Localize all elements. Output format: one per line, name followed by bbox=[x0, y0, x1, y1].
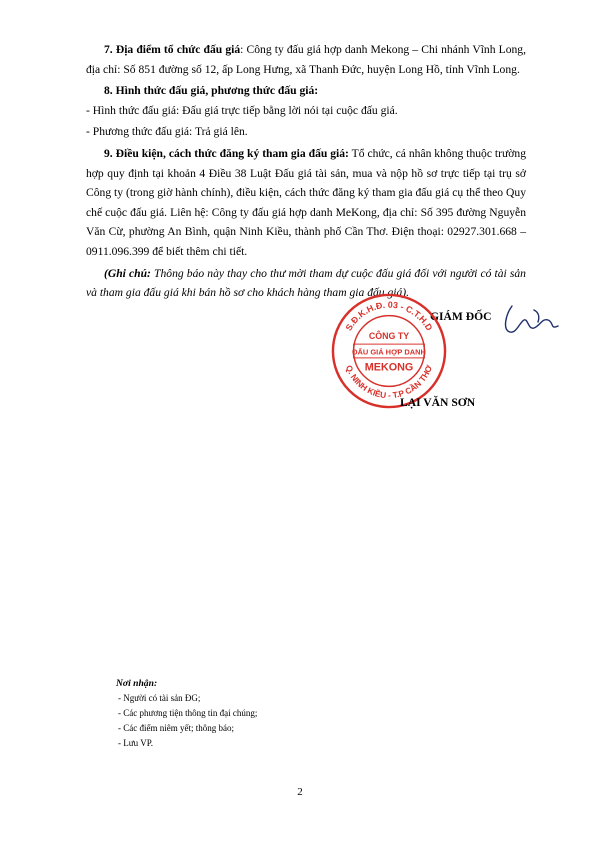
section-9 bbox=[86, 144, 526, 262]
recipients-block bbox=[116, 676, 326, 751]
document-body bbox=[86, 40, 526, 303]
section-7-text: : Công ty đấu giá hợp danh Mekong – Chi nhánh Vĩnh Long, địa chỉ: Số 851 đường số 12, ấp Long Hưng, xã Thanh Đức, huyện Long Hồ, tỉnh Vĩnh Long. bbox=[86, 43, 527, 76]
note bbox=[86, 264, 526, 303]
seal-line-2: ĐẤU GIÁ HỢP DANH bbox=[352, 347, 426, 357]
recipient-item: - Các điểm niêm yết; thông báo; bbox=[118, 723, 234, 733]
section-9-text: Tổ chức, cá nhân không thuộc trường hợp quy định tại khoản 4 Điều 38 Luật Đấu giá tài sản, mua và nộp hồ sơ trực tiếp tại trụ sở Công ty (trong giờ hành chính), điều kiện, cách thức đăng ký tham gia đấu giá cụ thể theo Quy chế cuộc đấu giá. Liên hệ: Công ty đấu giá hợp danh MeKong, địa chỉ: Số 395 đường Nguyễn Văn Cừ, phường An Bình, quận Ninh Kiều, thành phố Cần Thơ. Điện thoại: 02927.301.668 – 0911.096.399 để biết thêm chi tiết. bbox=[86, 146, 526, 258]
section-8-heading: 8. Hình thức đấu giá, phương thức đấu giá: bbox=[104, 84, 319, 98]
section-7 bbox=[86, 40, 526, 79]
section-8-line-1: - Hình thức đấu giá: Đấu giá trực tiếp bằng lời nói tại cuộc đấu giá. bbox=[86, 103, 398, 117]
note-text: Thông báo này thay cho thư mời tham dự cuộc đấu giá đối với người có tài sản và tham gia đấu giá khi bán hồ sơ cho khách hàng tham gia đấu giá). bbox=[86, 266, 526, 300]
seal-line-3: MEKONG bbox=[364, 361, 414, 374]
recipient-item: - Lưu VP. bbox=[118, 738, 153, 748]
recipient-item: - Các phương tiện thông tin đại chúng; bbox=[118, 708, 258, 718]
director-name: LẠI VĂN SƠN bbox=[400, 396, 476, 409]
seal-top-text: S.Đ.K.H.Đ. 03 - C.T.H.D bbox=[343, 299, 435, 333]
section-9-heading: 9. Điều kiện, cách thức đăng ký tham gia đấu giá: bbox=[104, 146, 349, 160]
recipients-title: Nơi nhận: bbox=[116, 678, 158, 689]
seal-line-1: CÔNG TY bbox=[368, 331, 410, 342]
page-number: 2 bbox=[297, 786, 303, 798]
section-7-heading: 7. Địa điểm tổ chức đấu giá bbox=[104, 43, 241, 56]
seal-bottom-text: Q. NINH KIỀU - T.P CẦN THƠ bbox=[343, 363, 435, 401]
recipients-list bbox=[116, 691, 326, 751]
note-label: (Ghi chú: bbox=[104, 266, 151, 280]
company-seal-icon bbox=[330, 292, 448, 410]
section-8-line-2: - Phương thức đấu giá: Trả giá lên. bbox=[86, 125, 248, 139]
recipient-item: - Người có tài sản ĐG; bbox=[118, 693, 201, 703]
signature-icon bbox=[498, 300, 568, 344]
director-title: GIÁM ĐỐC bbox=[430, 310, 492, 323]
